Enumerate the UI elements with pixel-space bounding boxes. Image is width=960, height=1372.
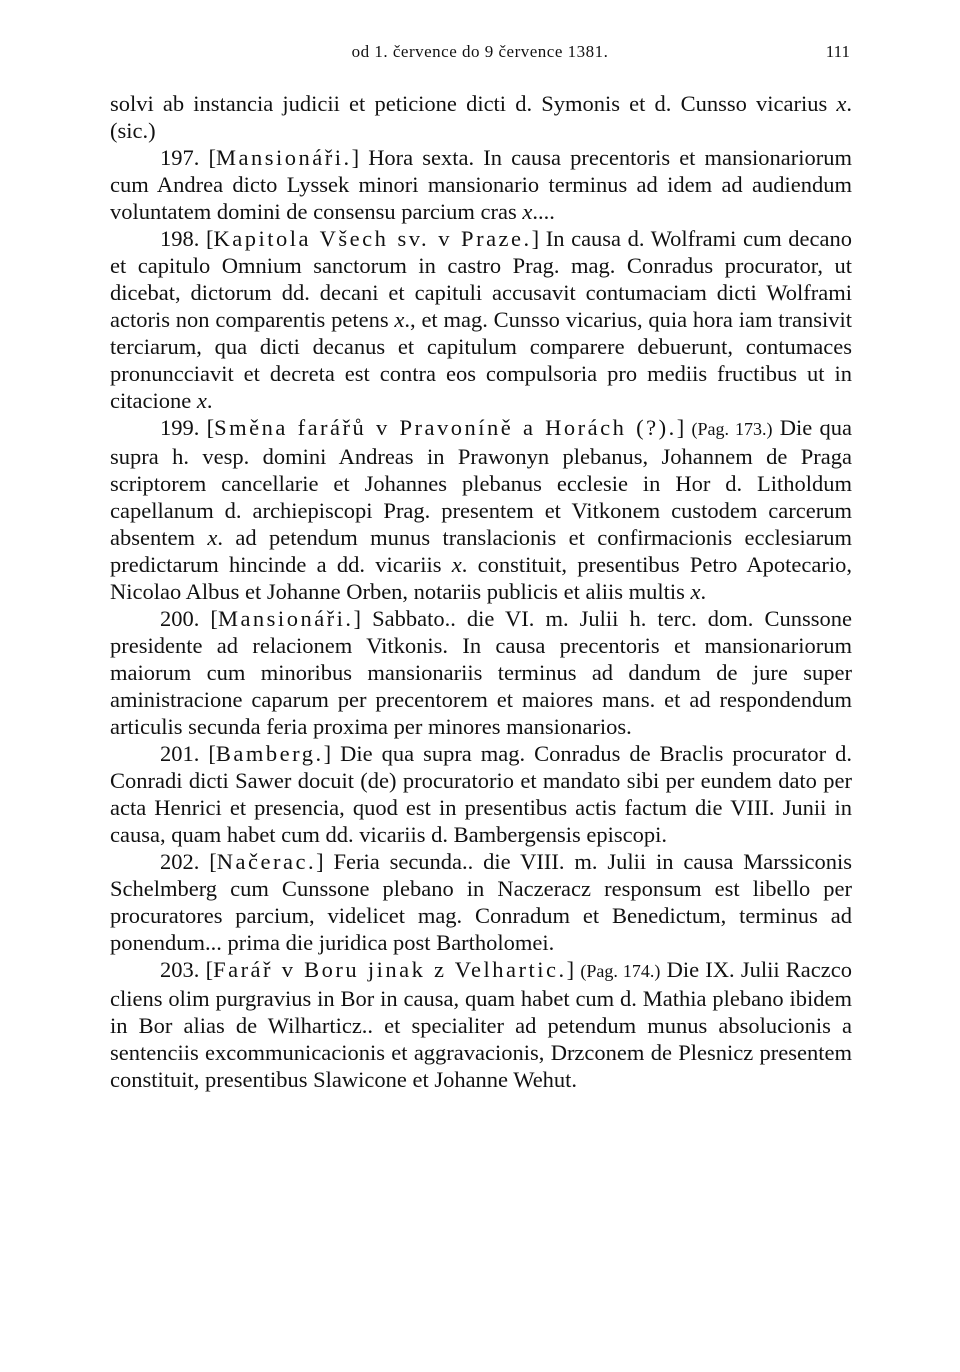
entry-number: 203. [	[160, 957, 214, 982]
entry-197	[110, 144, 852, 225]
text-run: ]	[566, 957, 581, 982]
entry-199	[110, 414, 852, 605]
entry-number: 201. [	[160, 741, 216, 766]
text-run: .	[700, 579, 707, 604]
text-run: . ad petendum munus translacionis et confirmacionis ecclesiarum predictarum hincinde a dd. vicariis	[110, 525, 852, 577]
entry-heading: Bamberg.	[215, 741, 324, 766]
text-run: . constituit, presentibus Petro Apotecario, Nicolao Albus et Johanne Orben, notariis publicis et aliis multis	[110, 552, 852, 604]
text-run: . (sic.)	[110, 91, 852, 143]
entry-203	[110, 956, 852, 1093]
abbreviation-mark: x	[690, 579, 701, 604]
text-run: .	[206, 388, 213, 413]
paragraph-continuation	[110, 90, 852, 144]
text-run: ., et mag. Cunsso vicarius, quia hora iam transivit terciarum, qua dicti decanus et capitulum comparere debuerunt, contumaces pronuncciavit et decreta est contra eos compulsoria pro mediis fructibus ut in citacione	[110, 307, 852, 413]
text-run: Die qua supra h. vesp. domini Andreas in Prawonyn plebanus, Johannem de Praga scriptorem cancellarie et Johannes plebanus ecclesie in Hor d. Litholdum capellanum d. archiepiscopi Prag. presentem et Vitkonem custodem carcerum absentem	[110, 415, 852, 550]
abbreviation-mark: x	[207, 525, 218, 550]
entry-heading: Kapitola Všech sv. v Praze.	[213, 226, 532, 251]
entry-200	[110, 605, 852, 740]
abbreviation-mark: x	[522, 199, 533, 224]
abbreviation-mark: x	[836, 91, 847, 116]
text-run: Die IX. Julii Raczco cliens olim purgravius in Bor in causa, quam habet cum d. Mathia plebano ibidem in Bor alias de Wilharticz.. et specialiter ad petendum munus absolucionis a sentenciis excommunicacionis et aggravacionis, Drzconem de Plesnicz presentem constituit, presentibus Slawicone et Johanne Wehut.	[110, 957, 852, 1092]
entry-heading: Načerac.	[216, 849, 317, 874]
entry-201	[110, 740, 852, 848]
entry-heading: Mansionáři.	[217, 606, 354, 631]
abbreviation-mark: x	[196, 388, 207, 413]
entry-number: 202. [	[160, 849, 217, 874]
text-run: ] In causa d. Wolframi cum decano et capitulo Omnium sanctorum in castro Prag. mag. Conradus procurator, ut dicebat, dictorum dd. decani et capituli accusavit contumaciam dicti Wolframi actoris non comparentis petens	[110, 226, 852, 332]
page-header	[0, 42, 960, 66]
entry-heading: Směna farářů v Pravoníně a Horách (?).	[214, 415, 677, 440]
text-run: ] Feria secunda.. die VIII. m. Julii in causa Marssiconis Schelmberg cum Cunssone plebano in Naczeracz responsum est libello per procuratores parcium, videlicet mag. Conradum et Benedictum, terminus ad ponendum... prima die juridica post Bartholomei.	[110, 849, 853, 955]
entry-number: 199. [	[160, 415, 215, 440]
page-number: 111	[825, 42, 850, 61]
page-reference: (Pag. 173.)	[691, 419, 773, 439]
entry-heading: Farář v Boru jinak z Velhartic.	[213, 957, 567, 982]
text-run: ] Hora sexta. In causa precentoris et mansionariorum cum Andrea dicto Lyssek minori mansionario terminus ad idem ad audiendum voluntatem domini de consensu parcium cras	[110, 145, 853, 224]
entry-number: 198. [	[160, 226, 214, 251]
text-run: solvi ab instancia judicii et peticione dicti d. Symonis et d. Cunsso vicarius	[110, 91, 837, 116]
entry-heading: Mansionáři.	[215, 145, 352, 170]
abbreviation-mark: x	[451, 552, 462, 577]
text-run: ] Sabbato.. die VI. m. Julii h. terc. dom. Cunssone presidente ad relacionem Vitkonis. In causa precentoris et mansionariorum maiorum cum minoribus mansionariis terminus ad dandum de jure super aministracione caparum per precentorem et maiores mans. et ad respondendum articulis secunda feria proxima per minores mansionarios.	[110, 606, 852, 739]
entry-202	[110, 848, 852, 956]
running-title: od 1. července do 9 července 1381.	[351, 42, 609, 61]
text-run: ]	[676, 415, 692, 440]
text-run: ] Die qua supra mag. Conradus de Braclis procurator d. Conradi dicti Sawer docuit (de) procuratorio et mandato sibi per eundem dato per acta Henrici et presencia, quod est in presentibus actis factum die VIII. Junii in causa, quam habet cum dd. vicariis d. Bambergensis episcopi.	[110, 741, 852, 847]
text-run: ....	[532, 199, 555, 224]
abbreviation-mark: x	[394, 307, 405, 332]
entry-198	[110, 225, 852, 414]
entry-number: 197. [	[160, 145, 216, 170]
page-reference: (Pag. 174.)	[580, 961, 661, 981]
main-text	[110, 90, 852, 1093]
entry-number: 200. [	[160, 606, 218, 631]
